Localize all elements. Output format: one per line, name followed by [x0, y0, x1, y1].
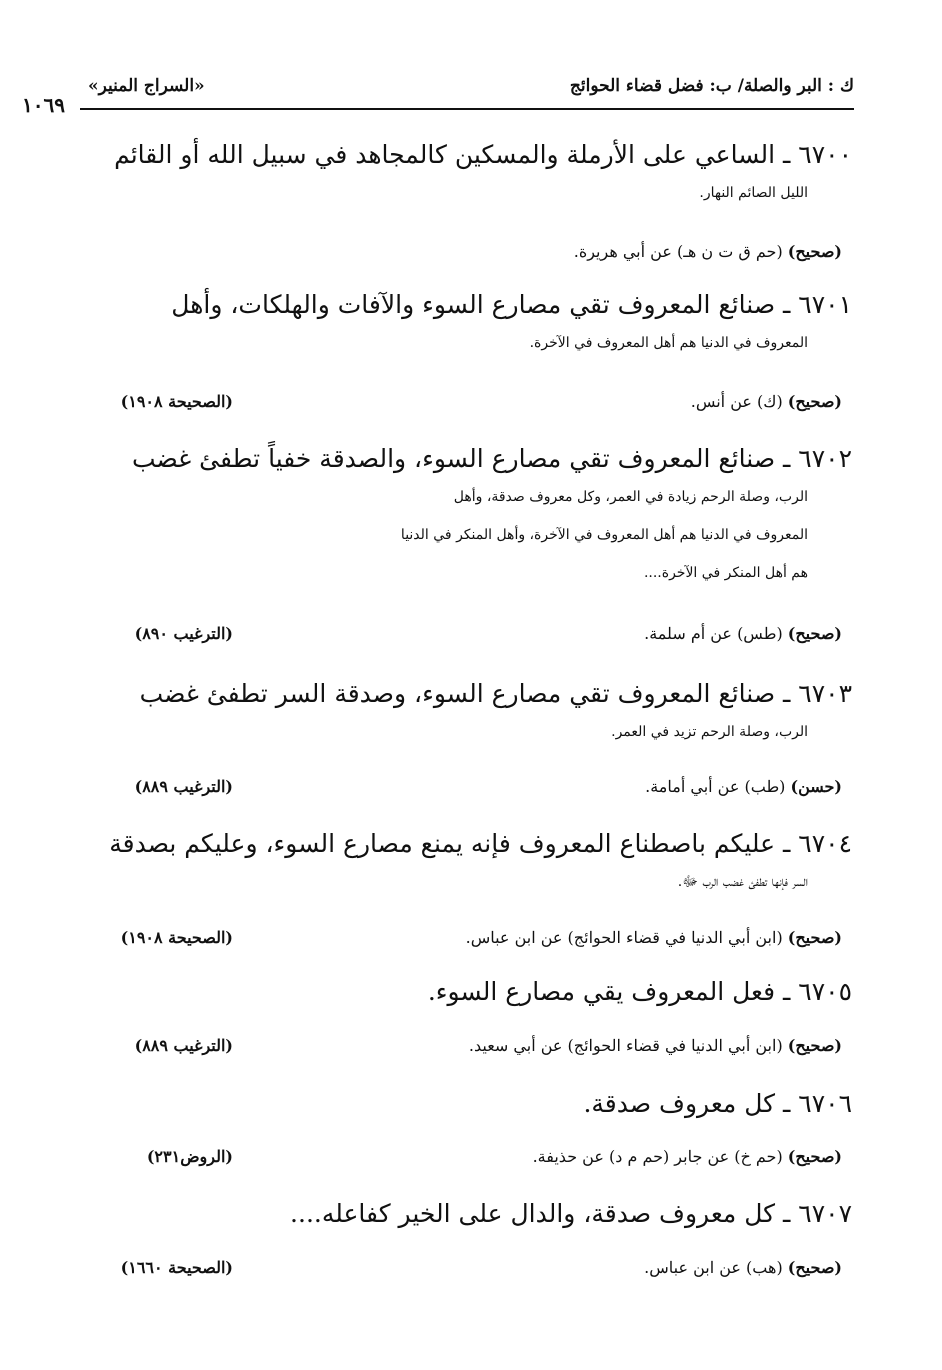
- hadith-entry: [88, 136, 852, 212]
- hadith-grading: [88, 777, 842, 801]
- hadith-grading: [88, 242, 842, 266]
- reference-text: (الترغيب ٨٨٩): [134, 777, 233, 796]
- page-number: ١٠٦٩: [22, 93, 65, 117]
- hadith-grading: [88, 624, 842, 648]
- source-text: (حم خ) عن جابر (حم م د) عن حذيفة.: [532, 1147, 783, 1166]
- hadith-entry: [88, 1195, 852, 1233]
- hadith-grading: [88, 1036, 842, 1060]
- hadith-line: ٦٧٠٢ ـ صنائع المعروف تقي مصارع السوء، والصدقة خفياً تطفئ غضب: [131, 444, 852, 473]
- running-header-book: «السراج المنير»: [88, 76, 205, 96]
- hadith-entry: [88, 973, 852, 1011]
- source-text: (ك) عن أنس.: [690, 392, 783, 411]
- hadith-line: المعروف في الدنيا هم أهل المعروف في الآخرة، وأهل المنكر في الدنيا: [400, 527, 808, 543]
- grade-label: (صحيح): [787, 392, 842, 411]
- hadith-line: هم أهل المنكر في الآخرة....: [643, 565, 808, 581]
- hadith-line: الرب، وصلة الرحم زيادة في العمر، وكل معروف صدقة، وأهل: [453, 489, 808, 505]
- reference-text: (الصحيحة ١٦٦٠): [120, 1258, 233, 1277]
- source-text: (حم ق ت ن هـ) عن أبي هريرة.: [573, 242, 783, 261]
- grade-label: (صحيح): [787, 624, 842, 643]
- hadith-entry: [88, 825, 852, 901]
- hadith-line: ٦٧٠١ ـ صنائع المعروف تقي مصارع السوء والآفات والهلكات، وأهل: [171, 290, 852, 319]
- hadith-line: الليل الصائم النهار.: [699, 185, 808, 201]
- reference-text: (الصحيحة ١٩٠٨): [120, 392, 233, 411]
- hadith-line: ٦٧٠٣ ـ صنائع المعروف تقي مصارع السوء، وصدقة السر تطفئ غضب: [139, 679, 852, 708]
- source-text: (ابن أبي الدنيا في قضاء الحوائج) عن ابن عباس.: [465, 928, 783, 947]
- grade-label: (صحيح): [787, 928, 842, 947]
- hadith-grading: [88, 1258, 842, 1282]
- source-text: (طس) عن أم سلمة.: [644, 624, 783, 643]
- hadith-entry: [88, 440, 852, 592]
- hadith-entry: [88, 675, 852, 751]
- hadith-grading: [88, 1147, 842, 1171]
- reference-text: (الروض٢٣١): [146, 1147, 233, 1166]
- source-text: (ابن أبي الدنيا في قضاء الحوائج) عن أبي سعيد.: [468, 1036, 783, 1055]
- hadith-line: المعروف في الدنيا هم أهل المعروف في الآخرة.: [529, 335, 808, 351]
- reference-text: (الصحيحة ١٩٠٨): [120, 928, 233, 947]
- grade-label: (صحيح): [787, 242, 842, 261]
- hadith-entry: [88, 286, 852, 362]
- hadith-line: ٦٧٠٧ ـ كل معروف صدقة، والدال على الخير كفاعله....: [290, 1199, 852, 1228]
- hadith-line: ٦٧٠٦ ـ كل معروف صدقة.: [583, 1089, 852, 1118]
- grade-label: (حسن): [790, 777, 842, 796]
- hadith-grading: [88, 928, 842, 952]
- hadith-line: ٦٧٠٠ ـ الساعي على الأرملة والمسكين كالمجاهد في سبيل الله أو القائم: [114, 140, 852, 169]
- hadith-line: ٦٧٠٤ ـ عليكم باصطناع المعروف فإنه يمنع مصارع السوء، وعليكم بصدقة: [109, 829, 852, 858]
- source-text: (طب) عن أبي أمامة.: [645, 777, 786, 796]
- source-text: (هب) عن ابن عباس.: [644, 1258, 783, 1277]
- running-header-chapter: ك : البر والصلة/ ب: فضل قضاء الحوائج: [569, 76, 854, 96]
- hadith-grading: [88, 392, 842, 416]
- reference-text: (الترغيب ٨٩٠): [134, 624, 233, 643]
- hadith-line: السر فإنها تطفئ غضب الرب ﷻ.: [677, 874, 808, 890]
- hadith-line: الرب، وصلة الرحم تزيد في العمر.: [611, 724, 808, 740]
- hadith-entry: [88, 1085, 852, 1123]
- grade-label: (صحيح): [787, 1147, 842, 1166]
- grade-label: (صحيح): [787, 1258, 842, 1277]
- reference-text: (الترغيب ٨٨٩): [134, 1036, 233, 1055]
- grade-label: (صحيح): [787, 1036, 842, 1055]
- hadith-line: ٦٧٠٥ ـ فعل المعروف يقي مصارع السوء.: [427, 977, 852, 1006]
